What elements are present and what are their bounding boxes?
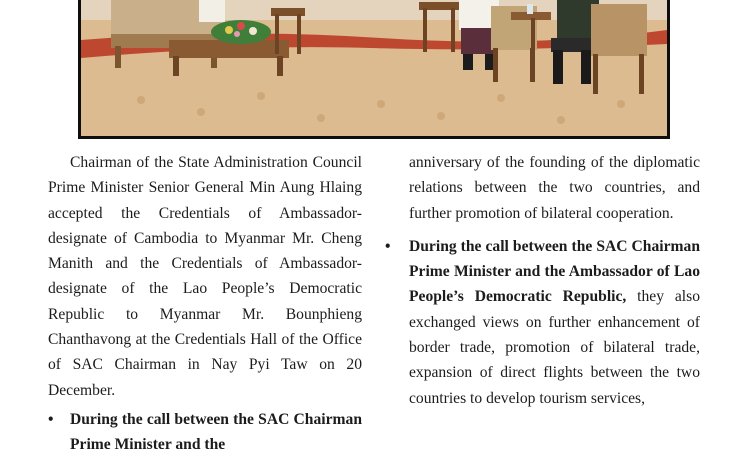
meeting-photo xyxy=(78,0,670,139)
bullet-item xyxy=(48,407,362,458)
bullet-item xyxy=(385,234,700,411)
bullet-body-text: they also exchanged views on further enhancement of border trade, promotion of bilateral trade, expansion of direct flights between the two countries to develop tourism services, xyxy=(409,288,700,407)
bullet-symbol: • xyxy=(385,237,391,255)
left-column xyxy=(48,150,362,458)
continuation-paragraph: anniversary of the founding of the diplomatic relations between the two countries, and further promotion of bilateral cooperation. xyxy=(409,154,700,222)
bullet-symbol: • xyxy=(48,410,54,428)
intro-paragraph: Chairman of the State Administration Council Prime Minister Senior General Min Aung Hlaing accepted the Credentials of Ambassador-designate of Cambodia to Myanmar Mr. Cheng Manith and the Credentials of Ambassador-designate of the Lao People’s Democratic Republic to Myanmar Mr. Bounphieng Chanthavong at the Credentials Hall of the Office of SAC Chairman in Nay Pyi Taw on 20 December. xyxy=(48,154,362,399)
bullet-lead-text: During the call between the SAC Chairman Prime Minister and the Ambassador of Lao People’s Democratic Republic, xyxy=(409,237,700,306)
bullet-lead-text: During the call between the SAC Chairman Prime Minister and the xyxy=(70,410,362,454)
meeting-photo-illustration xyxy=(81,0,667,136)
right-column xyxy=(385,150,700,411)
